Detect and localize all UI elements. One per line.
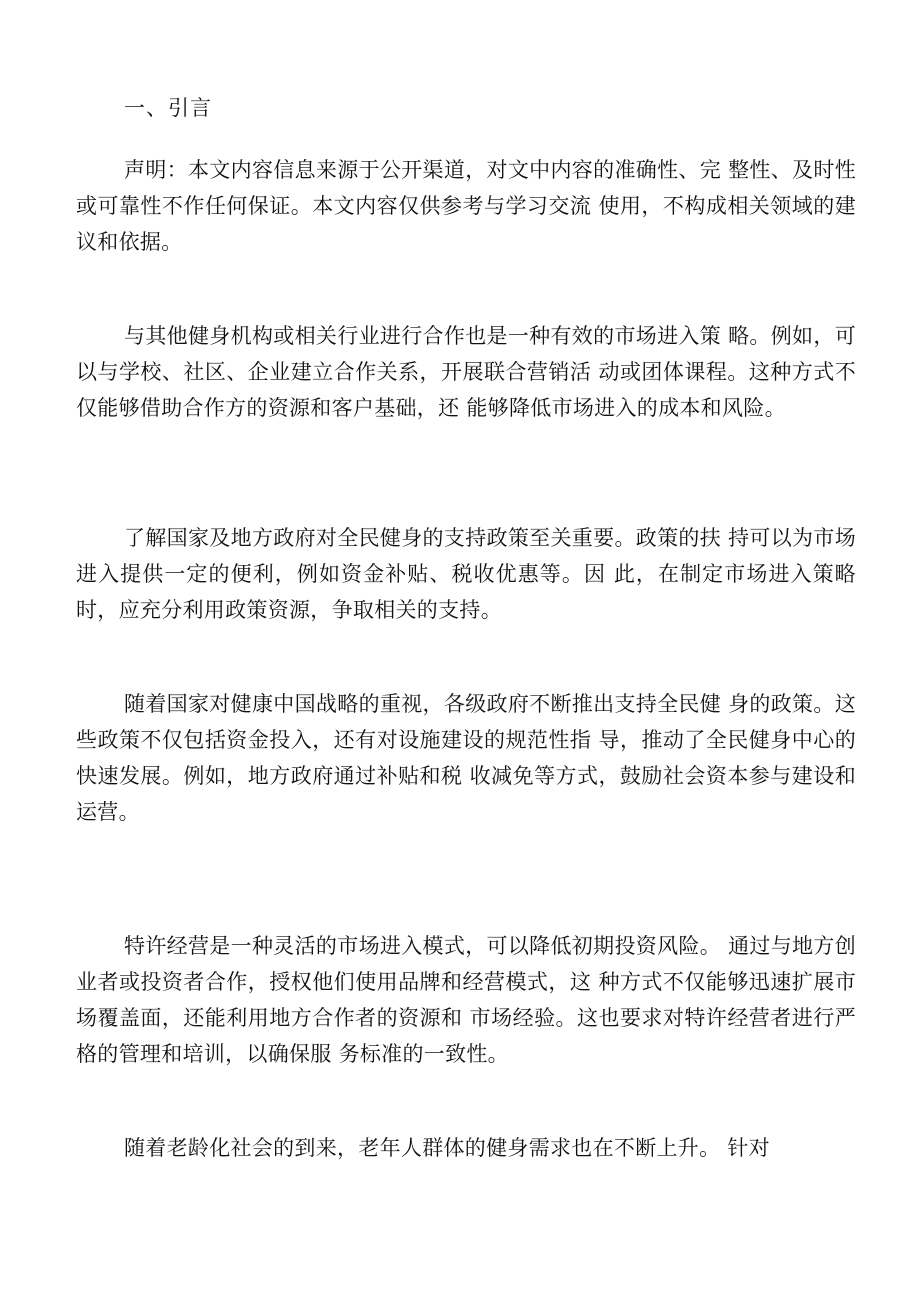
paragraph-policy-support: 了解国家及地方政府对全民健身的支持政策至关重要。政策的扶 持可以为市场进入提供一定的便利，例如资金补贴、税收优惠等。因 此，在制定市场进入策略时，应充分利用政策资源，争取相关的支持。 [76, 526, 856, 622]
paragraph-aging-society: 随着老龄化社会的到来，老年人群体的健身需求也在不断上升。 针对 [124, 1136, 770, 1160]
paragraph-government-policy: 随着国家对健康中国战略的重视，各级政府不断推出支持全民健 身的政策。这些政策不仅包括资金投入，还有对设施建设的规范性指 导，推动了全民健身中心的快速发展。例如，地方政府通过补贴和税 收减免等方式，鼓励社会资本参与建设和运营。 [76, 692, 856, 824]
paragraph-cooperation: 与其他健身机构或相关行业进行合作也是一种有效的市场进入策 略。例如，可以与学校、社区、企业建立合作关系，开展联合营销活 动或团体课程。这种方式不仅能够借助合作方的资源和客户基础，还 能够降低市场进入的成本和风险。 [76, 324, 856, 420]
paragraph-disclaimer: 声明：本文内容信息来源于公开渠道，对文中内容的准确性、完 整性、及时性或可靠性不作任何保证。本文内容仅供参考与学习交流 使用，不构成相关领域的建议和依据。 [76, 158, 856, 254]
section-heading: 一、引言 [124, 96, 212, 120]
paragraph-franchise: 特许经营是一种灵活的市场进入模式，可以降低初期投资风险。 通过与地方创业者或投资者合作，授权他们使用品牌和经营模式，这 种方式不仅能够迅速扩展市场覆盖面，还能利用地方合作者的资源和 市场经验。这也要求对特许经营者进行严格的管理和培训，以确保服 务标准的一致性。 [76, 934, 856, 1066]
